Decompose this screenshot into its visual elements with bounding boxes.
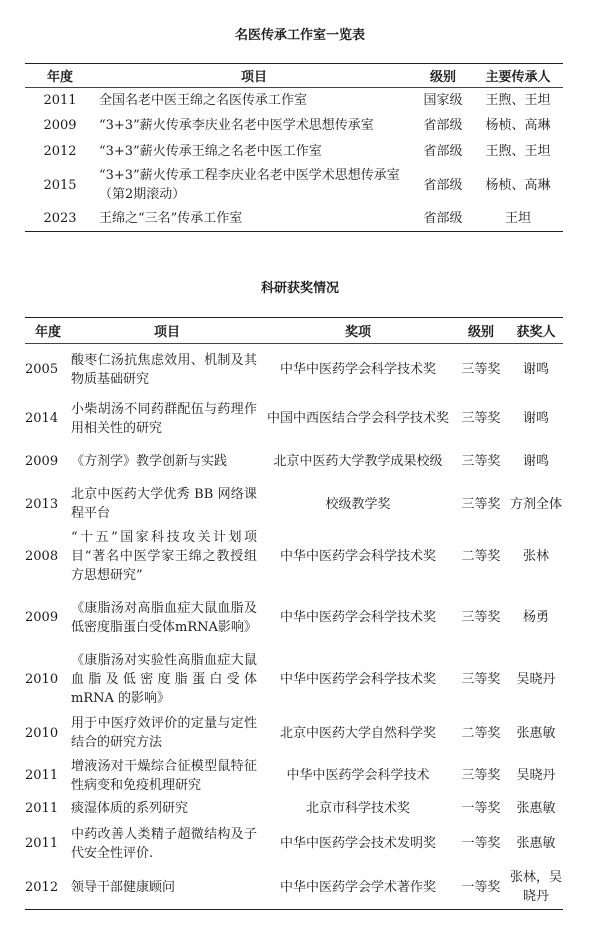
cell-award: 北京中医药大学自然科学奖: [279, 725, 436, 741]
cell-person: 杨桢、高琳: [485, 177, 551, 193]
cell-winner: 张惠敏: [516, 801, 556, 816]
cell-year: 2009: [25, 610, 59, 625]
table-row: [25, 587, 563, 649]
cell-winner: 张林，吴晓丹: [509, 870, 562, 905]
table-row: [25, 139, 563, 165]
cell-item: “3+3”薪火传承王绵之名老中医工作室: [99, 143, 322, 159]
cell-year: 2009: [43, 118, 77, 134]
table-row: [25, 344, 563, 396]
header-grade: 级别: [453, 318, 509, 344]
header-person: 主要传承人: [473, 64, 563, 88]
cell-grade: 三等奖: [461, 411, 501, 426]
cell-project: 小柴胡汤不同药群配伍与药理作用相关性的研究: [71, 401, 257, 436]
table-row: [25, 756, 563, 796]
cell-year: 2009: [25, 454, 59, 469]
cell-level: 省部级: [423, 177, 463, 193]
cell-person: 王坦: [504, 211, 531, 226]
cell-year: 2011: [43, 93, 77, 108]
cell-person: 王煦、王坦: [485, 143, 551, 159]
cell-award: 校级教学奖: [325, 496, 391, 512]
cell-level: 省部级: [423, 143, 463, 159]
cell-grade: 二等奖: [461, 549, 501, 564]
section1-title: 名医传承工作室一览表: [234, 28, 365, 43]
cell-award: 中华中医药学会技术发明奖: [279, 836, 436, 851]
table-row: [25, 796, 563, 822]
header-year: 年度: [25, 318, 71, 344]
cell-year: 2015: [43, 177, 77, 193]
table-row: [25, 113, 563, 139]
cell-winner: 谢鸣: [522, 411, 549, 426]
inheritance-studio-table: [25, 63, 563, 232]
cell-year: 2013: [25, 496, 59, 512]
cell-grade: 三等奖: [461, 768, 501, 783]
table-row: [25, 527, 563, 587]
cell-person: 杨桢、高琳: [485, 118, 551, 134]
header-award: 奖项: [263, 318, 453, 344]
cell-level: 省部级: [423, 118, 463, 134]
header-year: 年度: [25, 64, 95, 88]
section2-title: 科研获奖情况: [260, 281, 339, 296]
cell-project: 增液汤对干燥综合征模型鼠特征性病变和免疫机理研究: [71, 758, 257, 793]
cell-award: 中华中医药学会学术著作奖: [279, 879, 436, 895]
table-row: [25, 396, 563, 442]
cell-award: 北京中医药大学教学成果校级: [273, 454, 443, 469]
cell-person: 王煦、王坦: [485, 93, 551, 108]
cell-winner: 方剂全体: [509, 496, 562, 512]
table-row: [25, 206, 563, 232]
header-winner: 获奖人: [509, 318, 563, 344]
cell-project: 《康脂汤对实验性高脂血症大鼠血脂及低密度脂蛋白受体 mRNA 的影响》: [71, 653, 257, 706]
cell-grade: 三等奖: [461, 362, 501, 378]
cell-year: 2010: [25, 725, 59, 741]
cell-grade: 一等奖: [461, 879, 501, 895]
table-row: [25, 866, 563, 910]
table-row: [25, 649, 563, 711]
table-header-row: [25, 64, 563, 88]
header-level: 级别: [413, 64, 473, 88]
cell-year: 2012: [43, 143, 77, 159]
cell-grade: 一等奖: [461, 836, 501, 851]
table-header-row: [25, 318, 563, 344]
cell-level: 国家级: [423, 93, 463, 108]
cell-award: 中华中医药学会科学技术奖: [279, 672, 436, 687]
cell-grade: 三等奖: [461, 496, 501, 512]
cell-project: 中药改善人类精子超微结构及子代安全性评价.: [71, 826, 257, 861]
header-item: 项目: [95, 64, 413, 88]
cell-grade: 一等奖: [461, 801, 501, 816]
cell-item: 王绵之“三名”传承工作室: [99, 211, 243, 226]
header-project: 项目: [71, 318, 263, 344]
cell-year: 2011: [25, 801, 59, 816]
table-row: [25, 442, 563, 482]
cell-winner: 张惠敏: [516, 836, 556, 851]
cell-project: “十五”国家科技攻关计划项目“著名中医学家王绵之教授组方思想研究”: [71, 530, 257, 583]
cell-year: 2023: [43, 211, 77, 226]
cell-project: 《方剂学》教学创新与实践: [71, 454, 228, 469]
cell-award: 中国中西医结合学会科学技术奖: [266, 411, 449, 426]
table-row: [25, 711, 563, 756]
cell-award: 中华中医药学会科学技术: [286, 768, 430, 783]
research-awards-table: [25, 317, 563, 910]
table-row: [25, 822, 563, 866]
cell-grade: 三等奖: [461, 610, 501, 625]
cell-winner: 张惠敏: [516, 725, 556, 741]
cell-award: 中华中医药学会科学技术奖: [279, 362, 436, 378]
cell-project: 领导干部健康顾问: [71, 879, 176, 895]
cell-year: 2011: [25, 768, 59, 783]
cell-winner: 杨勇: [522, 610, 549, 625]
cell-winner: 谢鸣: [522, 454, 549, 469]
cell-year: 2005: [25, 362, 59, 378]
cell-year: 2010: [25, 672, 59, 687]
cell-level: 省部级: [423, 211, 463, 226]
cell-project: 北京中医药大学优秀 BB 网络课程平台: [71, 487, 257, 521]
cell-item: “3+3”薪火传承李庆业名老中医学术思想传承室: [99, 118, 374, 134]
cell-winner: 吴晓丹: [516, 672, 556, 687]
cell-year: 2008: [25, 549, 59, 564]
cell-grade: 二等奖: [461, 725, 501, 741]
table-row: [25, 88, 563, 114]
cell-award: 北京市科学技术奖: [305, 801, 410, 816]
cell-project: 痰湿体质的系列研究: [71, 801, 189, 816]
cell-award: 中华中医药学会科学技术奖: [279, 610, 436, 625]
cell-year: 2012: [25, 879, 59, 895]
table-row: [25, 482, 563, 527]
cell-grade: 三等奖: [461, 454, 501, 469]
cell-winner: 谢鸣: [522, 362, 549, 378]
cell-grade: 三等奖: [461, 672, 501, 687]
cell-winner: 张林: [522, 549, 549, 564]
table-row: [25, 164, 563, 206]
cell-project: 《康脂汤对高脂血症大鼠血脂及低密度脂蛋白受体mRNA影响》: [71, 600, 257, 635]
cell-year: 2011: [25, 836, 59, 851]
cell-award: 中华中医药学会科学技术奖: [279, 549, 436, 564]
cell-item: “3+3”薪火传承工程李庆业名老中医学术思想传承室（第2期滚动）: [99, 168, 400, 202]
cell-winner: 吴晓丹: [516, 768, 556, 783]
cell-project: 酸枣仁汤抗焦虑效用、机制及其物质基础研究: [71, 352, 257, 387]
cell-year: 2014: [25, 411, 59, 426]
cell-project: 用于中医疗效评价的定量与定性结合的研究方法: [71, 716, 257, 750]
cell-item: 全国名老中医王绵之名医传承工作室: [99, 93, 308, 108]
